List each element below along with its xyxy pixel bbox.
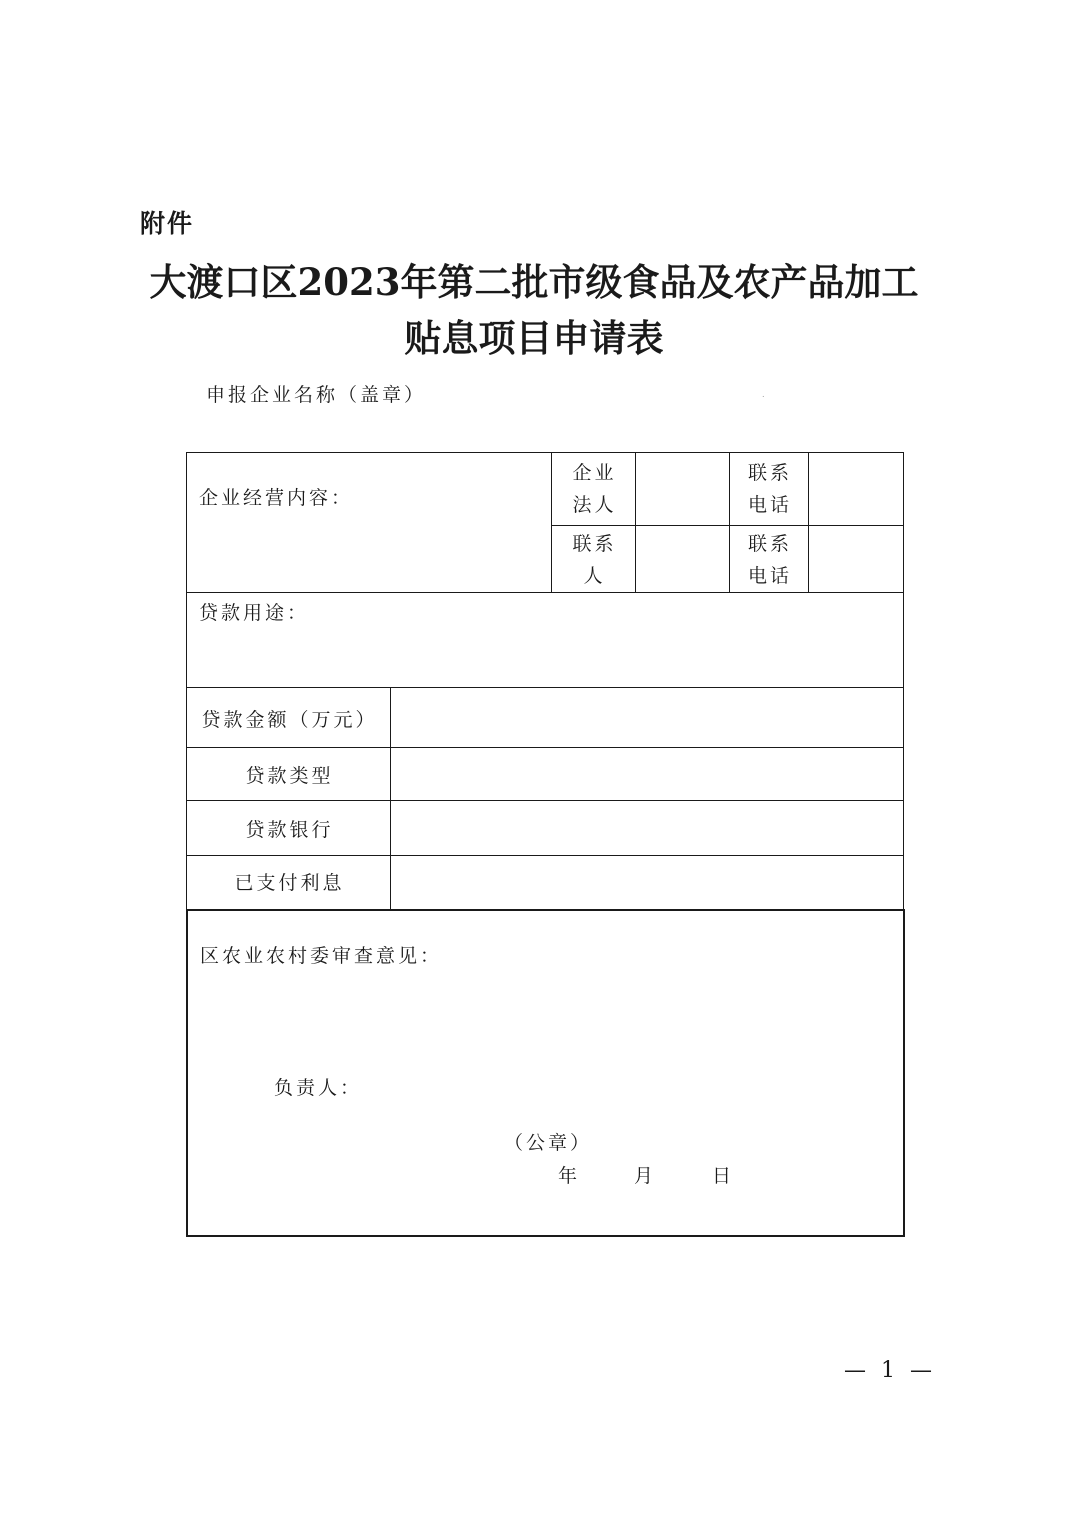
business-content-label: 企业经营内容： <box>199 487 354 509</box>
date-year-label: 年 <box>558 1165 581 1187</box>
loan-bank-value-cell[interactable] <box>390 800 904 856</box>
contact-person-label: 联系 人 <box>572 533 617 587</box>
responsible-person-label: 负责人： <box>274 1077 363 1099</box>
loan-type-value-cell[interactable] <box>390 747 904 801</box>
date-day-label: 日 <box>712 1165 735 1187</box>
attachment-label: 附件 <box>140 209 195 238</box>
legal-person-label-cell <box>551 452 636 526</box>
loan-purpose-label: 贷款用途： <box>199 602 310 624</box>
loan-amount-value-cell[interactable] <box>390 687 904 748</box>
review-opinion-cell[interactable] <box>186 909 905 1237</box>
loan-bank-label-cell <box>186 800 391 856</box>
interest-paid-value-cell[interactable] <box>390 855 904 911</box>
loan-amount-label: 贷款金额（万元） <box>201 709 378 731</box>
loan-amount-label-cell <box>186 687 391 748</box>
official-seal-label: （公章） <box>504 1132 593 1154</box>
page-title-line-2: 贴息项目申请表 <box>404 316 664 360</box>
decorative-dot: . <box>762 390 765 399</box>
date-month-label: 月 <box>634 1165 657 1187</box>
contact-phone-2-label-cell <box>729 525 809 593</box>
contact-phone-1-value-cell[interactable] <box>808 452 904 526</box>
page-title-line-1: 大渡口区2023年第二批市级食品及农产品加工 <box>149 260 919 304</box>
contact-phone-2-label: 联系 电话 <box>747 533 792 587</box>
interest-paid-label-cell <box>186 855 391 911</box>
review-opinion-label: 区农业农村委审查意见： <box>200 945 443 967</box>
loan-purpose-cell[interactable] <box>186 592 904 688</box>
legal-person-value-cell[interactable] <box>635 452 730 526</box>
contact-phone-1-label: 联系 电话 <box>747 462 792 516</box>
business-content-cell[interactable] <box>186 452 552 593</box>
contact-phone-1-label-cell <box>729 452 809 526</box>
page-number: — 1 — <box>844 1358 936 1383</box>
interest-paid-label: 已支付利息 <box>234 872 345 894</box>
contact-person-value-cell[interactable] <box>635 525 730 593</box>
contact-person-label-cell <box>551 525 636 593</box>
applicant-name-label: 申报企业名称（盖章） <box>206 384 427 406</box>
contact-phone-2-value-cell[interactable] <box>808 525 904 593</box>
loan-type-label-cell <box>186 747 391 801</box>
loan-type-label: 贷款类型 <box>245 765 334 787</box>
legal-person-label: 企业 法人 <box>572 462 617 516</box>
loan-bank-label: 贷款银行 <box>245 819 334 841</box>
